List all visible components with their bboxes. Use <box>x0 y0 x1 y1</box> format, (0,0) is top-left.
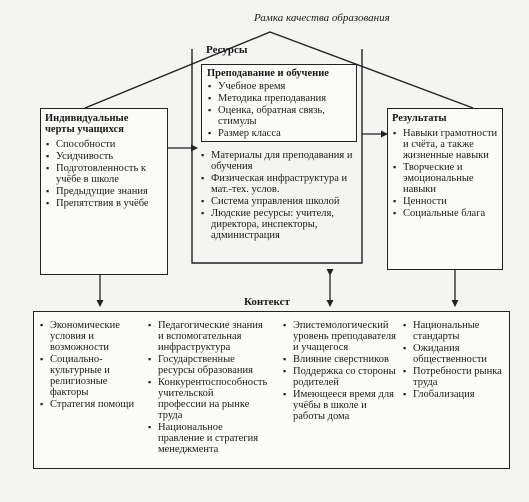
results-box <box>387 108 503 270</box>
context-box <box>33 311 510 469</box>
list-item: ▪ Предыдущие знания <box>45 186 163 197</box>
list-item: ▪ Государственные ресурсы образования <box>147 354 264 376</box>
resources-list <box>200 150 356 241</box>
context-column-4 <box>402 320 506 401</box>
list-item: ▪ Национальное правление и стратегия менеджмента <box>147 422 264 455</box>
list-item: ▪ Экономические условия и возможности <box>39 320 142 353</box>
list-item: ▪ Оценка, обратная связь, стимулы <box>207 105 351 127</box>
list-item: ▪ Имеющееся время для учёбы в школе и работы дома <box>282 389 397 422</box>
list-item: ▪ Ценности <box>392 196 498 207</box>
list-item: ▪ Людские ресурсы: учителя, директора, инспекторы, администрация <box>200 208 356 241</box>
list-item: ▪ Конкурентоспособность учительской профессии на рынке труда <box>147 377 264 421</box>
results-title: Результаты <box>392 113 447 124</box>
list-item: ▪ Учебное время <box>207 81 351 92</box>
teaching-list <box>207 81 351 139</box>
list-item: ▪ Материалы для преподавания и обучения <box>200 150 356 172</box>
list-item: ▪ Педагогические знания и вспомогательная инфраструктура <box>147 320 264 353</box>
results-list <box>392 128 498 219</box>
context-label: Контекст <box>244 296 290 308</box>
learners-list <box>45 139 163 209</box>
context-column-2 <box>147 320 268 456</box>
list-item: ▪ Стратегия помощи <box>39 399 142 410</box>
list-item: ▪ Методика преподавания <box>207 93 351 104</box>
list-item: ▪ Система управления школой <box>200 196 356 207</box>
list-item: ▪ Препятствия в учёбе <box>45 198 163 209</box>
context-column-1 <box>39 320 142 411</box>
list-item: ▪ Национальные стандарты <box>402 320 506 342</box>
list-item: ▪ Эпистемологический уровень преподавателя и учащегося <box>282 320 397 353</box>
list-item: ▪ Поддержка со стороны родителей <box>282 366 397 388</box>
list-item: ▪ Ожидания общественности <box>402 343 506 365</box>
teaching-title: Преподавание и обучение <box>207 68 329 79</box>
list-item: ▪ Усидчивость <box>45 151 163 162</box>
frame-title: Рамка качества образования <box>254 12 390 24</box>
list-item: ▪ Навыки грамотности и счёта, а также жизненные навыки <box>392 128 498 161</box>
list-item: ▪ Подготовленность к учёбе в школе <box>45 163 163 185</box>
teaching-box <box>201 64 357 142</box>
list-item: ▪ Физическая инфраструктура и мат.-тех. услов. <box>200 173 356 195</box>
resources-label: Ресурсы <box>206 44 248 56</box>
resources-content <box>200 150 356 242</box>
list-item: ▪ Глобализация <box>402 389 506 400</box>
list-item: ▪ Влияние сверстников <box>282 354 397 365</box>
list-item: ▪ Социальные блага <box>392 208 498 219</box>
context-column-3 <box>282 320 397 423</box>
list-item: ▪ Потребности рынка труда <box>402 366 506 388</box>
list-item: ▪ Социально-культурные и религиозные факторы <box>39 354 142 398</box>
learners-title: Индивидуальные черты учащихся <box>45 113 129 135</box>
list-item: ▪ Размер класса <box>207 128 351 139</box>
list-item: ▪ Творческие и эмоциональные навыки <box>392 162 498 195</box>
list-item: ▪ Способности <box>45 139 163 150</box>
learners-box <box>40 108 168 275</box>
